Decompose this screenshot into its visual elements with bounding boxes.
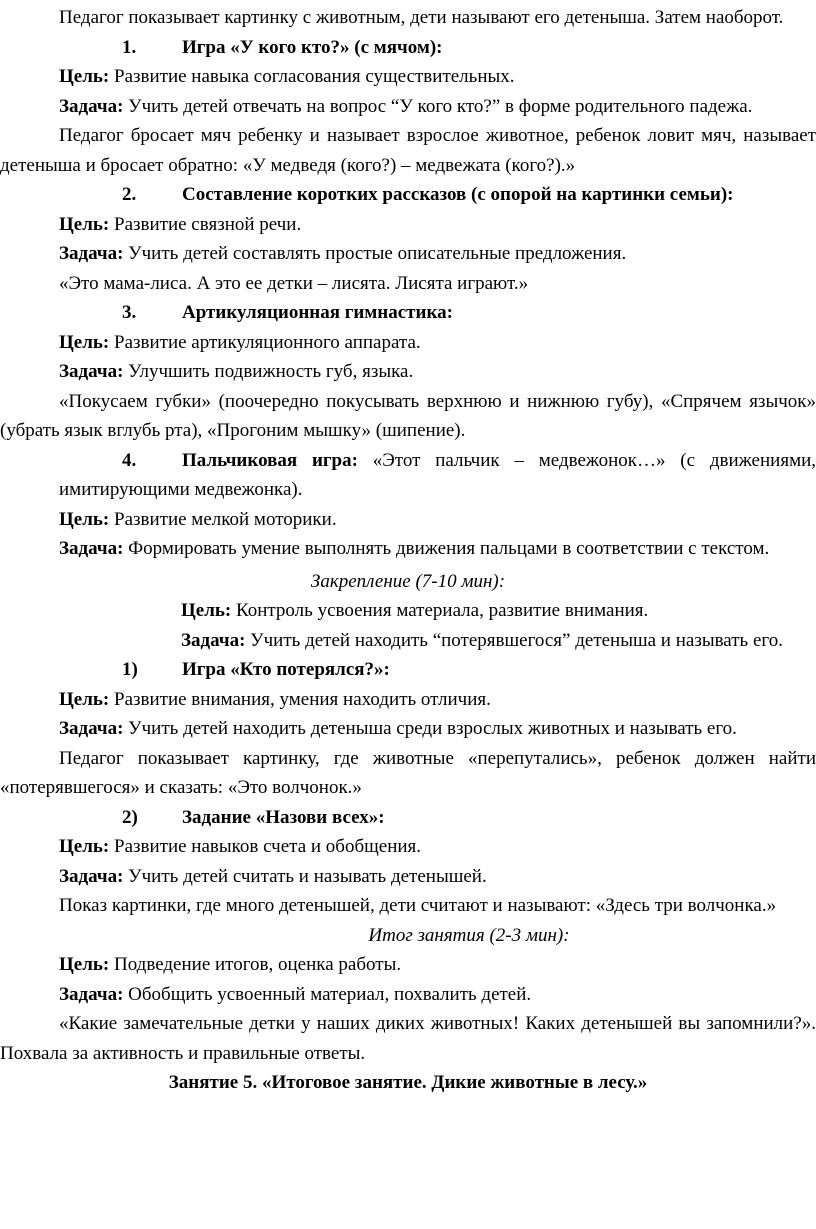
goal-label: Цель: (59, 66, 110, 87)
goal-text: Развитие внимания, умения находить отличия. (114, 688, 491, 710)
summary-description: «Какие замечательные детки у наших диких животных! Каких детенышей вы запомнили?». Похвала за активность и правильные ответы. (0, 1013, 816, 1064)
goal-label: Цель: (59, 688, 110, 710)
gameB-description: Показ картинки, где много детенышей, дети считают и называют: «Здесь три волчонка.» (59, 895, 777, 916)
summary-goal (0, 950, 816, 980)
game3-task (0, 357, 816, 387)
game3-goal (0, 328, 816, 358)
gameB-title: Задание «Назови всех»: (182, 806, 385, 828)
task-label: Задача: (59, 718, 124, 739)
game2-task (0, 239, 816, 269)
task-text: Учить детей составлять простые описательные предложения. (128, 243, 627, 264)
game3-title: Артикуляционная гимнастика: (182, 302, 453, 323)
goal-text: Развитие артикуляционного аппарата. (114, 331, 421, 353)
goal-label: Цель: (59, 213, 110, 235)
goal-label: Цель: (59, 331, 110, 353)
gameA-goal (0, 685, 816, 715)
consolidation-task (0, 626, 816, 656)
goal-label: Цель: (59, 508, 110, 530)
game2-number: 2. (122, 184, 137, 205)
summary-heading: Итог занятия (2-3 мин): (368, 924, 570, 946)
goal-text: Контроль усвоения материала, развитие внимания. (236, 600, 649, 621)
gameB-goal (0, 832, 816, 862)
goal-text: Подведение итогов, оценка работы. (114, 954, 402, 975)
game3-number: 3. (122, 302, 137, 323)
task-text: Формировать умение выполнять движения пальцами в соответствии с текстом. (128, 538, 770, 559)
task-label: Задача: (59, 361, 124, 382)
task-text: Учить детей находить детеныша среди взрослых животных и называть его. (128, 718, 737, 739)
goal-text: Развитие мелкой моторики. (114, 508, 337, 530)
game1-task (0, 92, 816, 122)
game4-number: 4. (122, 449, 137, 471)
game1-heading (0, 33, 816, 63)
summary-task (0, 980, 816, 1010)
goal-label: Цель: (59, 954, 110, 975)
goal-text: Развитие навыка согласования существительных. (114, 66, 515, 87)
goal-label: Цель: (181, 600, 232, 621)
intro-paragraph: Педагог показывает картинку с животным, дети называют его детеныша. Затем наоборот. (59, 7, 784, 28)
game4-title: Пальчиковая игра: (182, 449, 358, 471)
gameA-description: Педагог показывает картинку, где животные «перепутались», ребенок должен найти «потерявшегося» и сказать: «Это волчонок.» (0, 747, 816, 798)
game4-title-rest: «Этот пальчик – медвежонок…» (с движениями, имитирующими медвежонка). (59, 449, 816, 500)
goal-text: Развитие навыков счета и обобщения. (114, 836, 422, 857)
game4-goal (0, 505, 816, 535)
gameA-heading (0, 655, 816, 685)
game1-number: 1. (122, 36, 137, 58)
game4-heading (0, 446, 816, 505)
gameA-title: Игра «Кто потерялся?»: (182, 659, 390, 680)
game3-description: «Покусаем губки» (поочередно покусывать верхнюю и нижнюю губу), «Спрячем язычок» (убрать язык вглубь рта), «Прогоним мышку» (шипение). (0, 390, 816, 441)
game2-example: «Это мама-лиса. А это ее детки – лисята. Лисята играют.» (59, 272, 529, 294)
gameA-number: 1) (122, 659, 138, 680)
task-text: Учить детей находить “потерявшегося” детеныша и называть его. (250, 629, 783, 651)
task-text: Улучшить подвижность губ, языка. (128, 361, 414, 382)
task-label: Задача: (59, 95, 124, 117)
game1-description: Педагог бросает мяч ребенку и называет взрослое животное, ребенок ловит мяч, называет детеныша и бросает обратно: «У медведя (кого?) – медвежата (кого?).» (0, 125, 816, 176)
task-label: Задача: (59, 243, 124, 264)
consolidation-heading: Закрепление (7-10 мин): (310, 570, 506, 592)
task-label: Задача: (59, 983, 124, 1005)
game2-heading (0, 180, 816, 210)
gameA-task (0, 714, 816, 744)
task-text: Учить детей отвечать на вопрос “У кого кто?” в форме родительного падежа. (128, 95, 753, 117)
task-text: Обобщить усвоенный материал, похвалить детей. (128, 983, 532, 1005)
game4-task (0, 534, 816, 564)
game1-title: Игра «У кого кто?» (с мячом): (182, 36, 443, 58)
consolidation-goal (0, 596, 816, 626)
task-text: Учить детей считать и называть детенышей. (128, 865, 487, 887)
goal-label: Цель: (59, 836, 110, 857)
gameB-heading (0, 803, 816, 833)
task-label: Задача: (59, 538, 124, 559)
game2-goal (0, 210, 816, 240)
goal-text: Развитие связной речи. (114, 213, 302, 235)
task-label: Задача: (181, 629, 246, 651)
game1-goal (0, 62, 816, 92)
game3-heading (0, 298, 816, 328)
gameB-number: 2) (122, 806, 138, 828)
gameB-task (0, 862, 816, 892)
task-label: Задача: (59, 865, 124, 887)
game2-title: Составление коротких рассказов (с опорой на картинки семьи): (182, 184, 734, 205)
next-lesson-title: Занятие 5. «Итоговое занятие. Дикие животные в лесу.» (168, 1072, 648, 1093)
